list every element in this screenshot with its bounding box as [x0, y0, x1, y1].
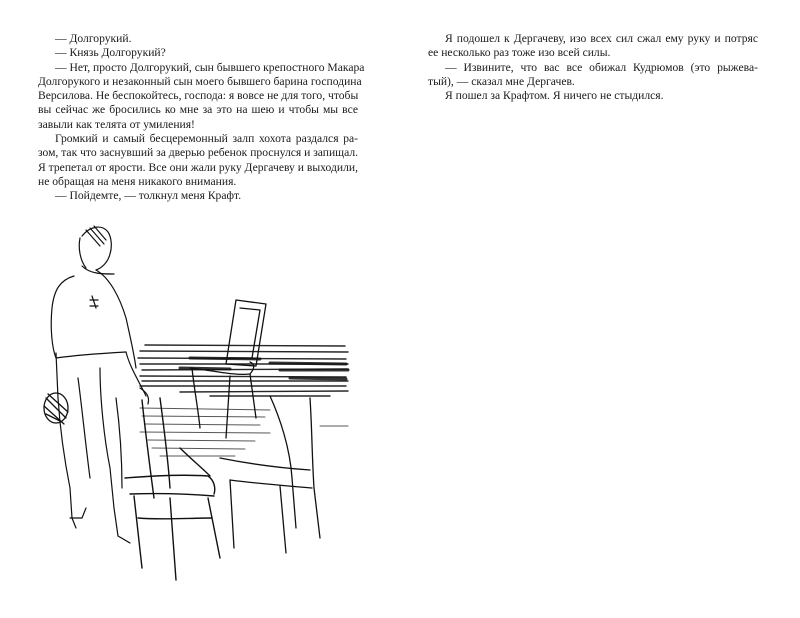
text-line: Долгорукого и незаконный сын моего бывшего барина господина [38, 74, 362, 88]
text-line: Громкий и самый бесцеремонный залп хохота раздался ра- [55, 132, 358, 146]
text-line: не обращая на меня никакого внимания. [38, 174, 237, 188]
text-line: Версилова. Не беспокойтесь, господа: я вовсе не для того, чтобы [38, 89, 359, 103]
text-line: Я подошел к Дергачеву, изо всех сил сжал ему руку и потряс [445, 32, 758, 45]
text-line: ее несколько раз тоже изо всей силы. [428, 46, 611, 60]
text-line: — Долгорукий. [55, 32, 132, 45]
right-page [400, 0, 800, 618]
text-line: вы сейчас же бросились ко мне за это на шею и чтобы мы все [38, 103, 358, 117]
text-line: — Нет, просто Долгорукий, сын бывшего крепостного Макара [55, 60, 365, 74]
text-line: — Пойдемте, — толкнул меня Крафт. [55, 189, 242, 203]
right-page-text [428, 32, 758, 103]
text-line: зом, так что заснувший за дверью ребенок проснулся и запищал. [38, 146, 359, 160]
illustration-man-with-chairs [30, 218, 400, 608]
sketch-image [30, 218, 400, 608]
text-line: завыли как телята от умиления! [38, 117, 195, 131]
text-line: — Извините, что вас все обижал Кудрюмов (это рыжева- [445, 60, 758, 74]
text-line: — Князь Долгорукий? [55, 46, 166, 60]
left-page-text [38, 32, 365, 204]
text-line: тый), — сказал мне Дергачев. [428, 74, 575, 88]
text-line: Я трепетал от ярости. Все они жали руку Дергачеву и выходили, [38, 160, 358, 174]
text-line: Я пошел за Крафтом. Я ничего не стыдился. [445, 89, 664, 103]
